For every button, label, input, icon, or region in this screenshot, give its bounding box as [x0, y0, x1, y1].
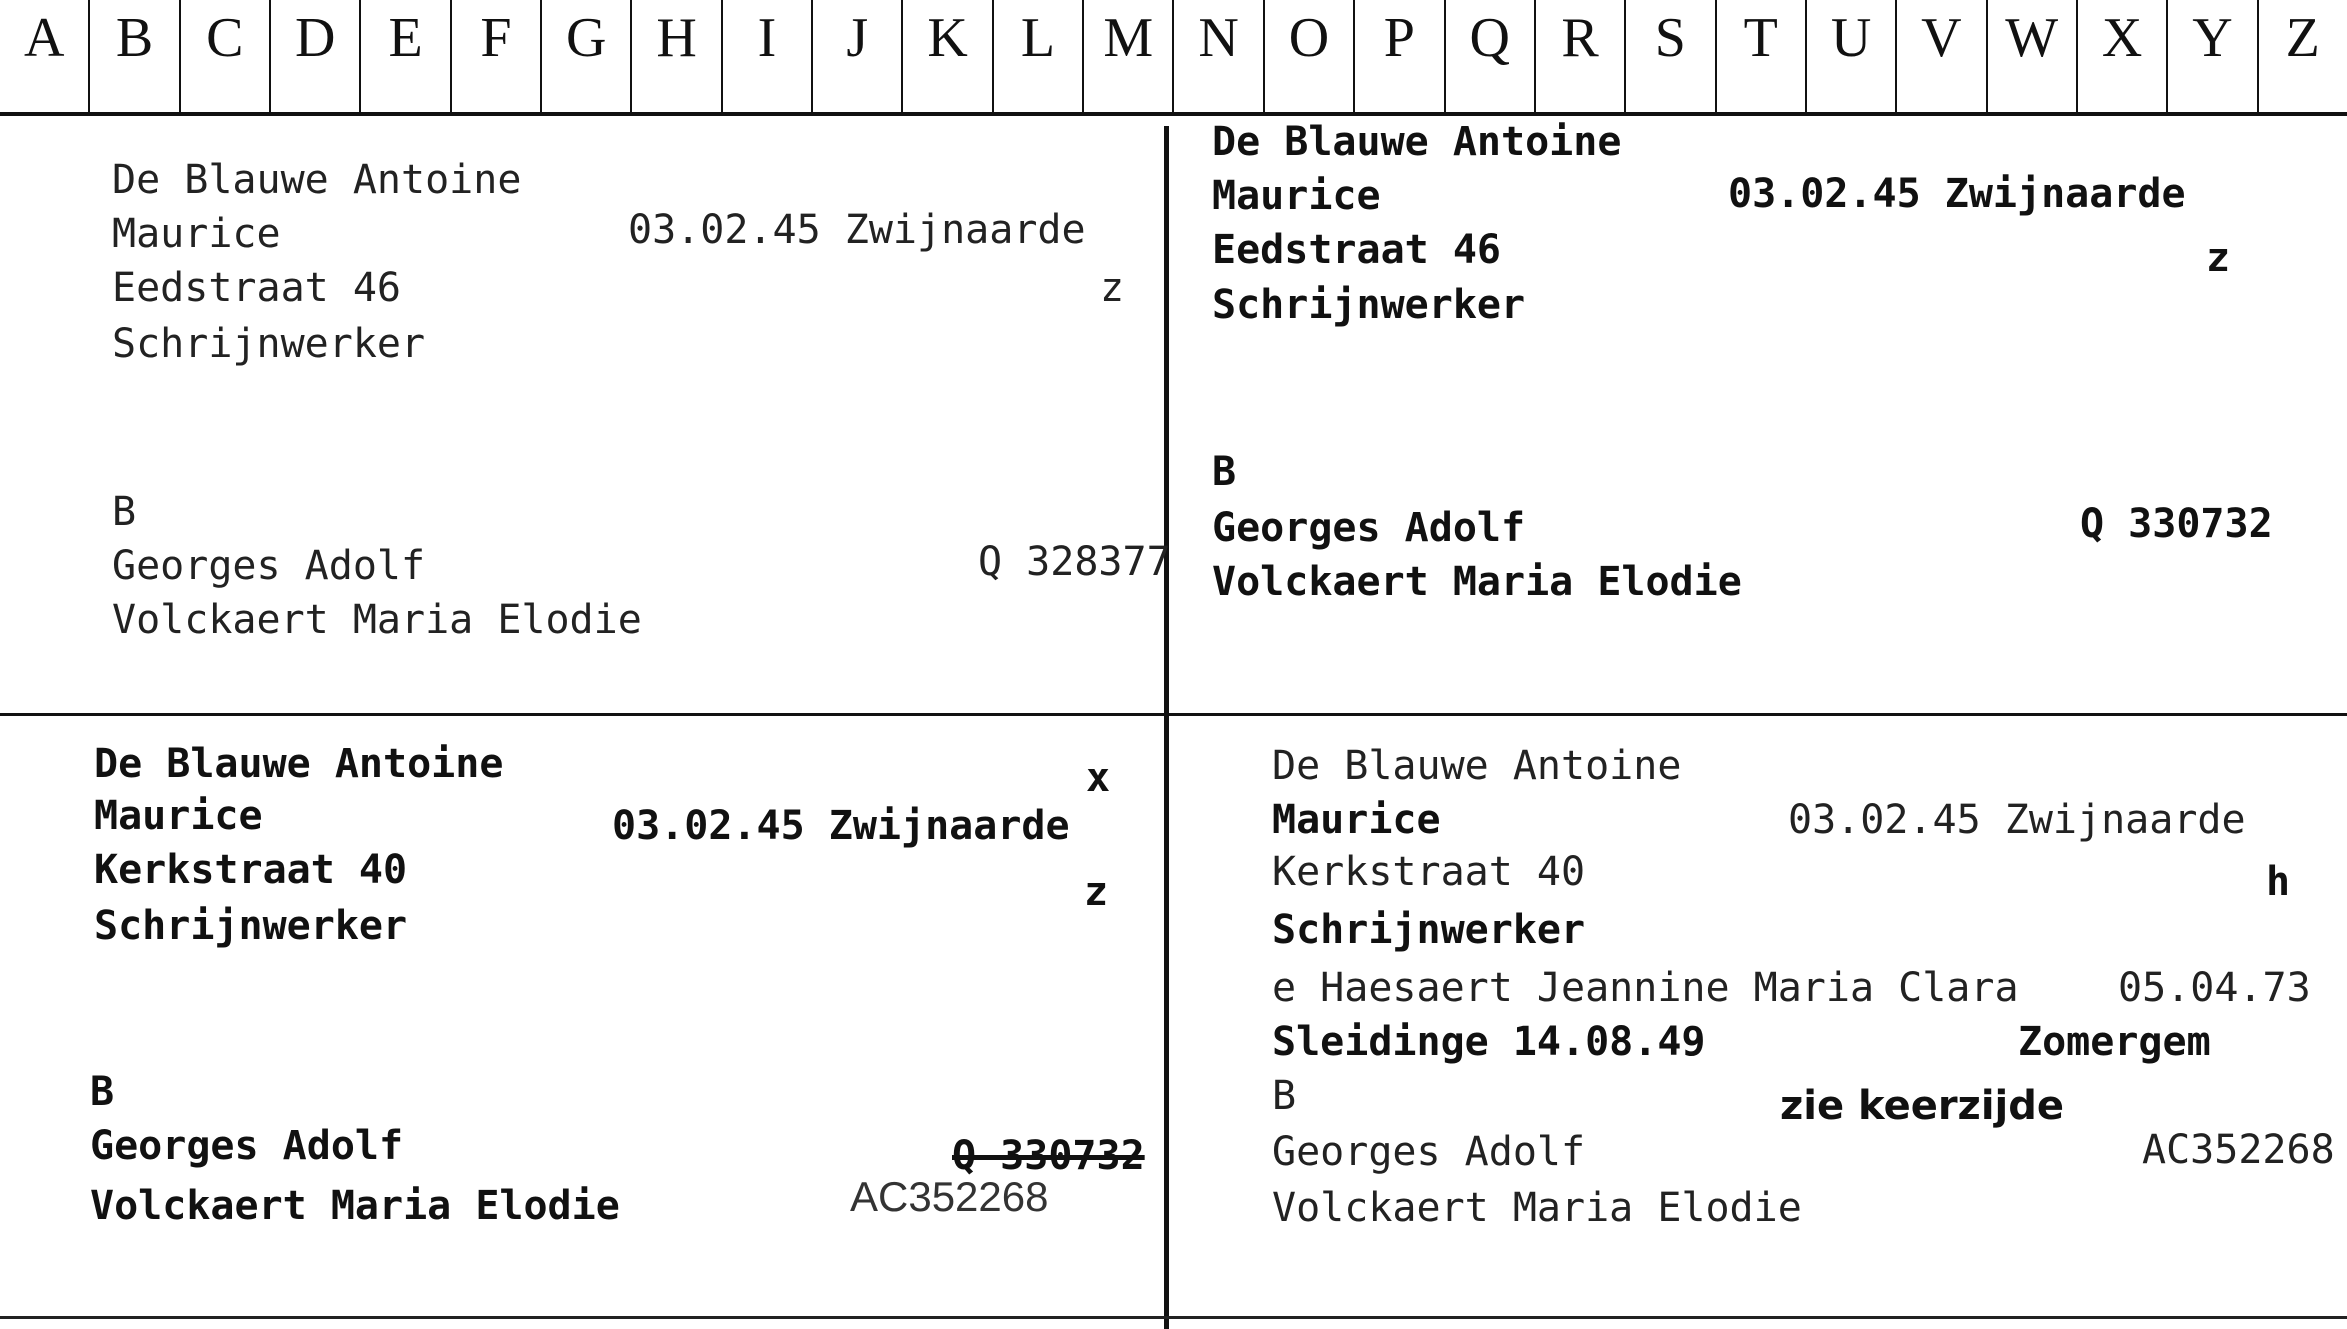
card-x-mark: x	[1086, 755, 1111, 801]
card-birth: 03.02.45 Zwijnaarde	[628, 207, 1086, 253]
card-reference: AC352268	[2142, 1127, 2335, 1173]
card-letter: B	[1212, 449, 1237, 495]
card-mother: Volckaert Maria Elodie	[112, 597, 642, 643]
card-first-name: Maurice	[94, 793, 263, 839]
index-letter-f: F	[452, 0, 542, 112]
card-street: Eedstraat 46	[112, 265, 401, 311]
card-spouse-birth: Sleidinge 14.08.49	[1272, 1019, 1706, 1065]
index-letter-j: J	[813, 0, 903, 112]
card-birth: 03.02.45 Zwijnaarde	[1728, 171, 2186, 217]
index-letter-l: L	[994, 0, 1084, 112]
index-letter-r: R	[1536, 0, 1626, 112]
card-occupation: Schrijnwerker	[1212, 282, 1526, 328]
index-letter-i: I	[723, 0, 813, 112]
index-letter-y: Y	[2168, 0, 2258, 112]
index-letter-t: T	[1717, 0, 1807, 112]
card-letter: B	[112, 489, 137, 535]
index-letter-a: A	[0, 0, 90, 112]
card-street: Eedstraat 46	[1212, 227, 1501, 273]
index-letter-s: S	[1626, 0, 1716, 112]
horizontal-divider	[0, 713, 2347, 716]
card-letter: B	[1272, 1073, 1297, 1119]
card-mark: z	[1084, 869, 1109, 915]
card-street: Kerkstraat 40	[94, 847, 408, 893]
card-birth: 03.02.45 Zwijnaarde	[612, 803, 1070, 849]
index-letter-q: Q	[1446, 0, 1536, 112]
card-note: zie keerzijde	[1780, 1083, 2065, 1129]
index-letter-z: Z	[2285, 7, 2320, 69]
card-mother: Volckaert Maria Elodie	[1272, 1185, 1802, 1231]
card-mark: z	[1100, 265, 1125, 311]
alphabet-index	[0, 0, 2347, 116]
card-father: Georges Adolf	[1272, 1129, 1586, 1175]
index-letter-x: X	[2078, 0, 2168, 112]
index-letter-o: O	[1265, 0, 1355, 112]
card-first-name: Maurice	[1212, 173, 1381, 219]
card-name-line: De Blauwe Antoine	[94, 741, 504, 787]
card-father: Georges Adolf	[90, 1123, 404, 1169]
card-first-name: Maurice	[112, 211, 281, 257]
card-marriage-date: 05.04.73	[2118, 965, 2311, 1011]
index-letter-n: N	[1174, 0, 1264, 112]
card-spouse: e Haesaert Jeannine Maria Clara	[1272, 965, 2019, 1011]
card-name-line: De Blauwe Antoine	[1212, 119, 1622, 165]
index-letter-h: H	[632, 0, 722, 112]
card-mother: Volckaert Maria Elodie	[90, 1183, 620, 1229]
index-letter-g: G	[542, 0, 632, 112]
card-occupation: Schrijnwerker	[1272, 907, 1586, 953]
card-birth: 03.02.45 Zwijnaarde	[1788, 797, 2246, 843]
index-letter-p: P	[1355, 0, 1445, 112]
index-letter-e: E	[361, 0, 451, 112]
index-letter-u: U	[1807, 0, 1897, 112]
card-street: Kerkstraat 40	[1272, 849, 1586, 895]
card-reference-struck: Q 330732	[952, 1133, 1145, 1179]
card-mother: Volckaert Maria Elodie	[1212, 559, 1742, 605]
index-letter-v: V	[1897, 0, 1987, 112]
vertical-divider	[1164, 126, 1169, 1329]
card-reference: Q 328377	[978, 539, 1171, 585]
card-occupation: Schrijnwerker	[94, 903, 408, 949]
card-father: Georges Adolf	[1212, 505, 1526, 551]
card-father: Georges Adolf	[112, 543, 426, 589]
index-letter-b: B	[90, 0, 180, 112]
bottom-edge-line	[0, 1316, 2347, 1319]
card-letter: B	[90, 1069, 115, 1115]
card-name-line: De Blauwe Antoine	[112, 157, 522, 203]
card-place: Zomergem	[2018, 1019, 2211, 1065]
index-letter-m: M	[1084, 0, 1174, 112]
card-new-reference: AC352268	[850, 1173, 1049, 1220]
card-reference: Q 330732	[2080, 501, 2273, 547]
card-name-line: De Blauwe Antoine	[1272, 743, 1682, 789]
card-mark: h	[2266, 859, 2291, 905]
index-letter-w: W	[1988, 0, 2078, 112]
card-occupation: Schrijnwerker	[112, 321, 426, 367]
card-first-name: Maurice	[1272, 797, 1441, 843]
index-letter-d: D	[271, 0, 361, 112]
index-letter-k: K	[903, 0, 993, 112]
card-mark: z	[2206, 235, 2231, 281]
index-letter-c: C	[181, 0, 271, 112]
